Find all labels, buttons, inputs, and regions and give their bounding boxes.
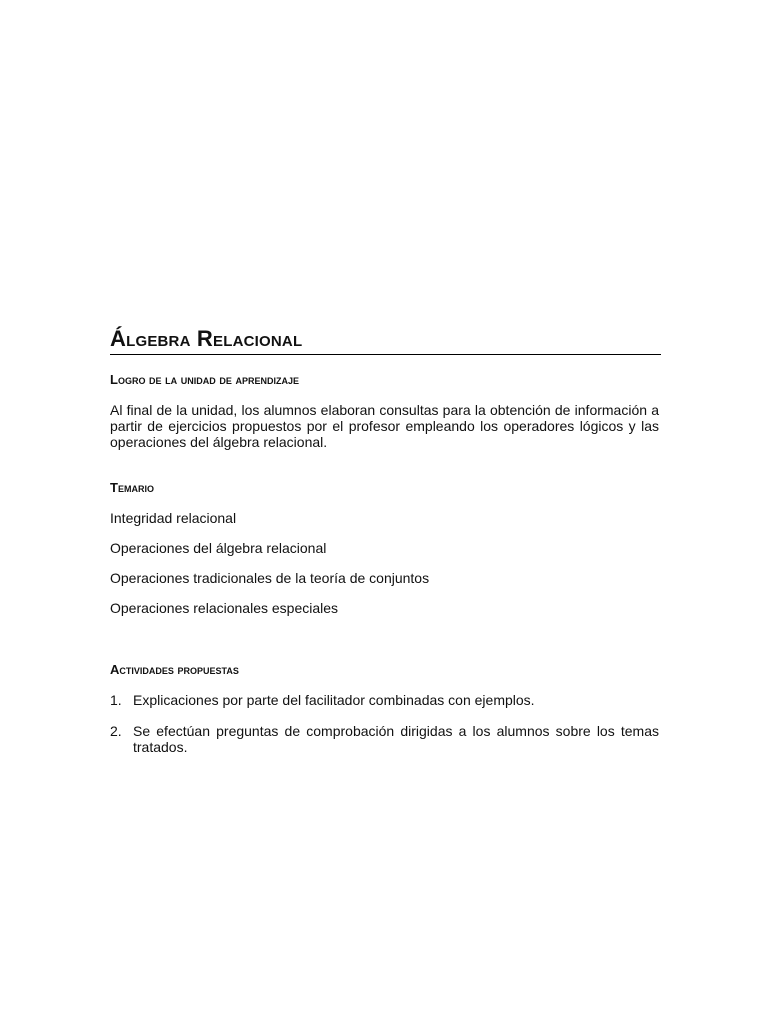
logro-paragraph: Al final de la unidad, los alumnos elaboran consultas para la obtención de información a partir de ejercicios propuestos por el profesor empleando los operadores lógicos y las operaciones del álgebra relacional. (110, 402, 659, 450)
actividad-number: 1. (110, 692, 122, 708)
temario-item: Operaciones del álgebra relacional (110, 540, 327, 556)
page-title: Álgebra Relacional (110, 326, 661, 355)
actividad-list-item (110, 692, 659, 708)
actividad-list-item (110, 723, 659, 755)
temario-item: Operaciones relacionales especiales (110, 600, 339, 616)
section-heading-temario: Temario (110, 480, 154, 495)
temario-item: Operaciones tradicionales de la teoría de conjuntos (110, 570, 430, 586)
actividad-text: Explicaciones por parte del facilitador combinadas con ejemplos. (133, 692, 535, 708)
actividad-text: Se efectúan preguntas de comprobación dirigidas a los alumnos sobre los temas tratados. (133, 723, 659, 755)
actividad-number: 2. (110, 723, 122, 739)
section-heading-logro: Logro de la unidad de aprendizaje (110, 372, 300, 387)
section-heading-actividades: Actividades propuestas (110, 662, 239, 677)
temario-item: Integridad relacional (110, 510, 237, 526)
